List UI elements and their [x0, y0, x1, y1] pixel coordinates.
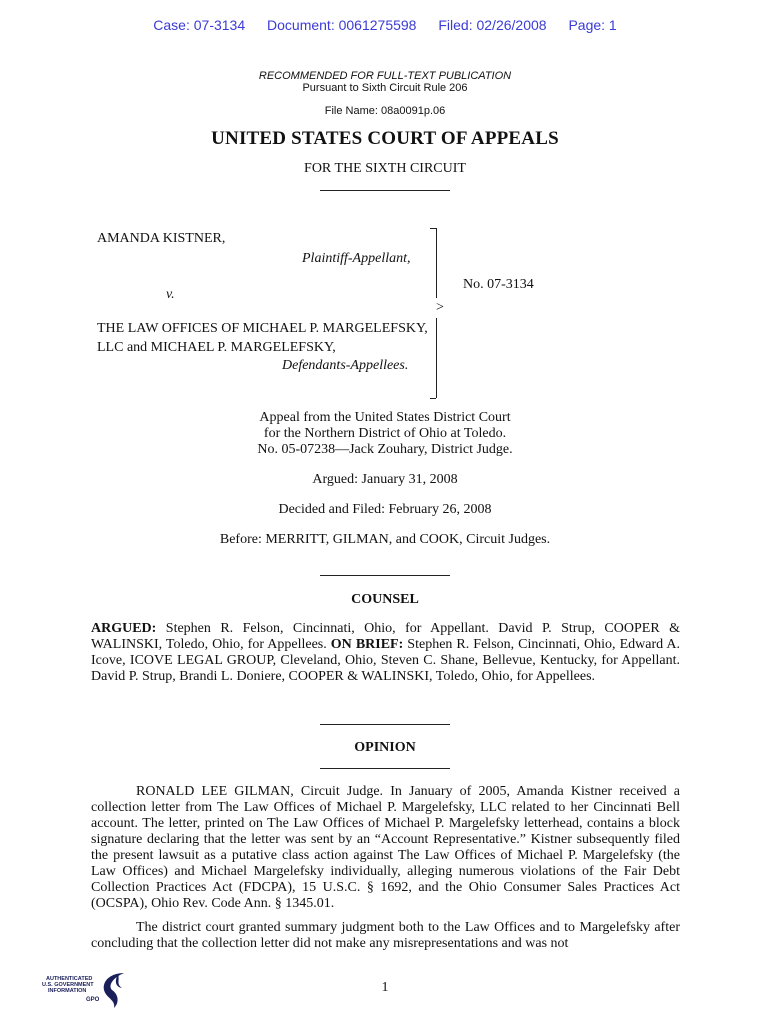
gpo-logo-line1: AUTHENTICATED [46, 976, 93, 982]
file-name: File Name: 08a0091p.06 [324, 105, 446, 117]
divider-rule [320, 768, 450, 769]
argued-date: Argued: January 31, 2008 [312, 472, 458, 487]
document-number-link[interactable]: Document: 0061275598 [267, 17, 417, 33]
defendant-name-line1: THE LAW OFFICES OF MICHAEL P. MARGELEFSKY, [97, 321, 428, 336]
divider-rule [320, 190, 450, 191]
gpo-logo-line4: GPO [86, 997, 100, 1003]
court-title: UNITED STATES COURT OF APPEALS [211, 128, 559, 149]
gpo-logo-line2: U.S. GOVERNMENT [42, 982, 94, 988]
defendant-role: Defendants-Appellees. [282, 358, 409, 373]
opinion-paragraph-2 [91, 920, 680, 952]
document-header [0, 17, 770, 33]
bracket-arrow: > [436, 300, 444, 315]
panel-judges: Before: MERRITT, GILMAN, and COOK, Circuit Judges. [219, 532, 551, 547]
page-number-link[interactable]: Page: 1 [568, 17, 617, 33]
bracket-upper-line [436, 228, 437, 298]
decided-date: Decided and Filed: February 26, 2008 [278, 502, 492, 517]
versus-label: v. [166, 287, 175, 302]
appeal-line-1: Appeal from the United States District Court [259, 410, 511, 425]
case-number-link[interactable]: Case: 07-3134 [153, 17, 246, 33]
bracket-bottom-tick [430, 398, 436, 399]
circuit-rule-note: Pursuant to Sixth Circuit Rule 206 [302, 82, 468, 94]
appeal-line-2: for the Northern District of Ohio at Toledo. [263, 426, 507, 441]
argued-label: ARGUED: [91, 621, 157, 636]
gpo-logo-line3: INFORMATION [48, 988, 87, 994]
opinion-heading: OPINION [354, 740, 416, 755]
filed-date-link[interactable]: Filed: 02/26/2008 [438, 17, 547, 33]
opinion-paragraph-1-text: RONALD LEE GILMAN, Circuit Judge. In January of 2005, Amanda Kistner received a collection letter from The Law Offices of Michael P. Margelefsky, LLC related to her Cincinnati Bell account. The letter, printed on The Law Offices of Michael P. Margelefsky letterhead, contains a block signature declaring that the letter was sent by an “Account Representative.” Kistner subsequently filed the present lawsuit as a putative class action against The Law Offices of Michael P. Margelefsky (the Law Offices) and Michael Margelefsky individually, alleging numerous violations of the Fair Debt Collection Practices Act (FDCPA), 15 U.S.C. § 1692, and the Ohio Consumer Sales Practices Act (OCSPA), Ohio Rev. Code Ann. § 1345.01. [91, 784, 680, 911]
bracket-lower-line [436, 318, 437, 398]
plaintiff-role: Plaintiff-Appellant, [302, 251, 411, 266]
circuit-name: FOR THE SIXTH CIRCUIT [304, 161, 466, 176]
brief-counsel-text: Stephen R. Felson, Cincinnati, Ohio, Edward A. Icove, ICOVE LEGAL GROUP, Cleveland, Ohio, Steven C. Shane, Bellevue, Kentucky, for Appellant. David P. Strup, Brandi L. Doniere, COOPER & WALINSKI, Toledo, Ohio, for Appellees. [91, 637, 680, 684]
opinion-paragraph-1 [91, 784, 680, 912]
counsel-paragraph [91, 621, 680, 685]
divider-rule [320, 724, 450, 725]
plaintiff-name: AMANDA KISTNER, [97, 231, 226, 246]
divider-rule [320, 575, 450, 576]
opinion-paragraph-2-text: The district court granted summary judgment both to the Law Offices and to Margelefsky after concluding that the collection letter did not make any misrepresentations and was not [91, 920, 680, 951]
appeal-line-3: No. 05-07238—Jack Zouhary, District Judge. [257, 442, 513, 457]
docket-number: No. 07-3134 [463, 277, 534, 292]
publication-recommendation: RECOMMENDED FOR FULL-TEXT PUBLICATION [258, 70, 512, 82]
page-number: 1 [381, 980, 389, 995]
argued-counsel-text: Stephen R. Felson, Cincinnati, Ohio, for Appellant. David P. Strup, COOPER & WALINSKI, Toledo, Ohio, for Appellees. [91, 621, 680, 652]
appeal-info [0, 410, 770, 458]
counsel-heading: COUNSEL [351, 592, 419, 607]
defendant-name-line2: LLC and MICHAEL P. MARGELEFSKY, [97, 340, 336, 355]
on-brief-label: ON BRIEF: [330, 637, 404, 652]
